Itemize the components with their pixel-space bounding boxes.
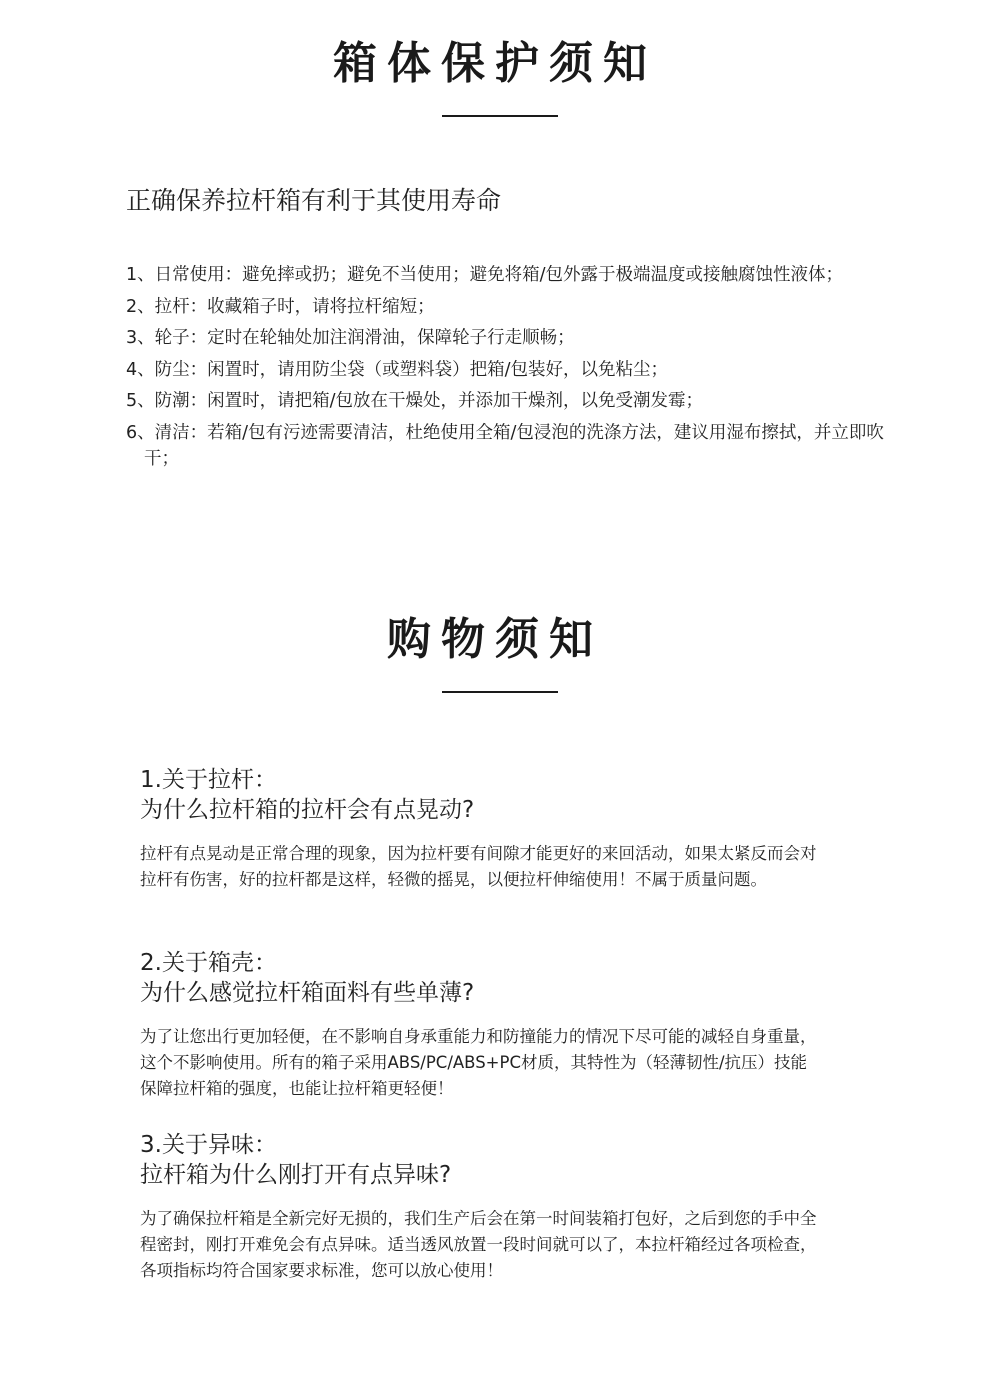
faq-answer: 为了让您出行更加轻便，在不影响自身承重能力和防撞能力的情况下尽可能的减轻自身重量，这个不影响使用。所有的箱子采用ABS/PC/ABS+PC材质，其特性为（轻薄韧性/抗压）技能保障拉杆箱的强度，也能让拉杆箱更轻便！ [140, 1027, 817, 1098]
faq-answer: 为了确保拉杆箱是全新完好无损的，我们生产后会在第一时间装箱打包好，之后到您的手中全程密封，刚打开难免会有点异味。适当透风放置一段时间就可以了，本拉杆箱经过各项检查，各项指标均符合国家要求标准，您可以放心使用！ [140, 1209, 817, 1280]
care-item-handle: 2、拉杆：收藏箱子时，请将拉杆缩短； [126, 296, 435, 317]
faq-item-shell [140, 948, 820, 1102]
faq-question: 拉杆箱为什么刚打开有点异味? [140, 1162, 452, 1188]
faq-item-odor [140, 1130, 820, 1284]
faq-question: 为什么拉杆箱的拉杆会有点晃动? [140, 797, 475, 823]
faq-item-handle [140, 765, 820, 893]
care-item-daily-use: 1、日常使用：避免摔或扔；避免不当使用；避免将箱/包外露于极端温度或接触腐蚀性液体； [126, 265, 844, 285]
faq-heading: 1.关于拉杆： [140, 767, 277, 793]
care-section-divider [442, 115, 558, 117]
faq-heading: 3.关于异味： [140, 1132, 277, 1158]
care-item-cleaning: 6、清洁：若箱/包有污迹需要清洁，杜绝使用全箱/包浸泡的洗涤方法，建议用湿布擦拭，并立即吹干； [126, 422, 884, 469]
faq-question: 为什么感觉拉杆箱面料有些单薄? [140, 980, 475, 1006]
faq-answer: 拉杆有点晃动是正常合理的现象，因为拉杆要有间隙才能更好的来回活动，如果太紧反而会对拉杆有伤害，好的拉杆都是这样，轻微的摇晃，以便拉杆伸缩使用！不属于质量问题。 [140, 844, 817, 889]
care-intro-text: 正确保养拉杆箱有利于其使用寿命 [126, 186, 502, 215]
shopping-section-divider [442, 691, 558, 693]
care-list [126, 262, 916, 477]
care-item-moisture: 5、防潮：闲置时，请把箱/包放在干燥处，并添加干燥剂，以免受潮发霉； [126, 391, 704, 411]
care-item-dust: 4、防尘：闲置时，请用防尘袋（或塑料袋）把箱/包装好，以免粘尘； [126, 359, 669, 380]
shopping-section-title: 购物须知 [387, 614, 603, 665]
care-section-title: 箱体保护须知 [333, 38, 657, 89]
care-item-wheels: 3、轮子：定时在轮轴处加注润滑油，保障轮子行走顺畅； [126, 328, 575, 348]
faq-heading: 2.关于箱壳： [140, 950, 277, 976]
